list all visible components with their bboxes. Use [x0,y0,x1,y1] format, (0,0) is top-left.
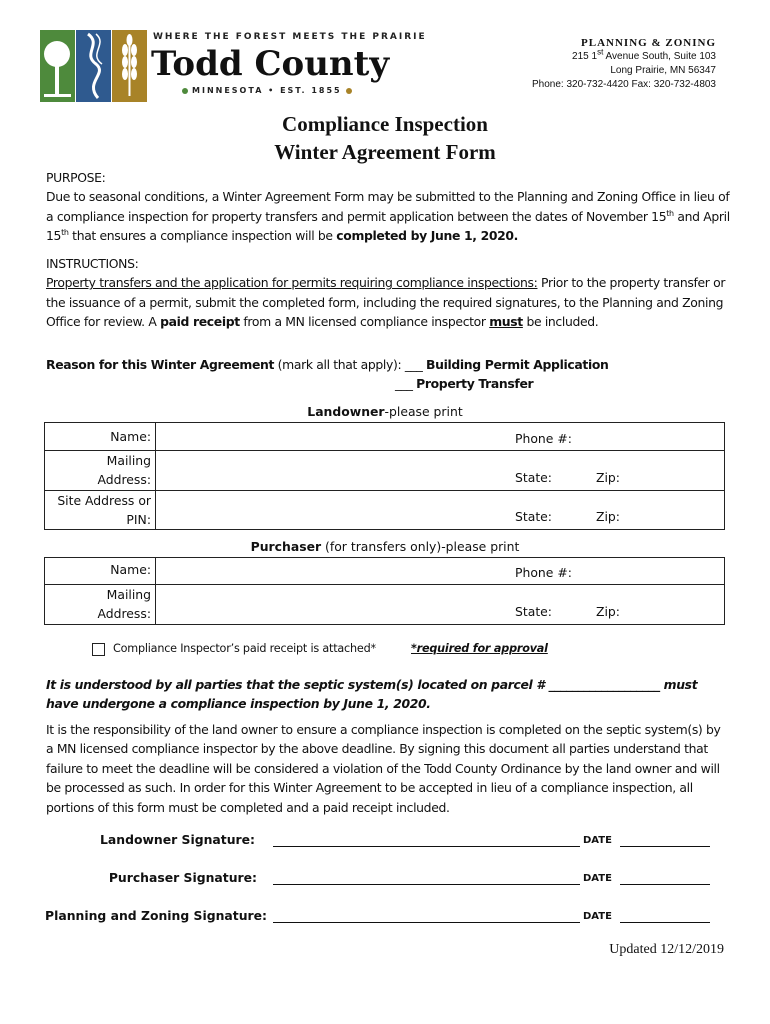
landowner-name-row [45,423,725,451]
reason-blank-transfer[interactable]: ___ [395,376,413,392]
landowner-name-label: Name: [45,423,156,451]
tree-icon [40,30,75,102]
purchaser-phone-label: Phone #: [515,565,572,580]
form-title-line2: Winter Agreement Form [274,140,496,164]
purchaser-date-line[interactable] [620,884,710,885]
purpose-section [46,168,730,246]
purchaser-signature-line[interactable] [273,884,580,885]
landowner-site-state-label: State: [515,509,552,524]
office-address-line1: 215 1st Avenue South, Suite 103 [572,47,716,62]
logo-state-est [178,86,356,95]
purchaser-mailing-field[interactable] [156,585,725,625]
landowner-site-row [45,491,725,530]
purchaser-signature-label: Purchaser Signature: [108,870,257,885]
purchaser-name-row [45,558,725,585]
purchaser-heading: Purchaser (for transfers only)-please print [250,539,520,554]
purchaser-zip-label: Zip: [596,604,620,619]
landowner-signature-line[interactable] [273,846,580,847]
department-name: PLANNING & ZONING [581,37,716,49]
landowner-name-field[interactable] [156,423,725,451]
landowner-mailing-label: Mailing Address: [45,451,156,491]
landowner-state-label: State: [515,470,552,485]
landowner-table [44,422,725,530]
landowner-mailing-field[interactable] [156,451,725,491]
planning-zoning-signature-line[interactable] [273,922,580,923]
reason-option-building-permit: Building Permit Application [426,357,609,372]
landowner-mailing-row [45,451,725,491]
reason-option-property-transfer: Property Transfer [416,376,534,392]
purchaser-mailing-label: Mailing Address: [45,585,156,625]
planning-zoning-date-line[interactable] [620,922,710,923]
understood-statement: It is understood by all parties that the septic system(s) located on parcel # ___________________ must have undergone a compliance inspection by June 1, 2020. [46,677,698,712]
instructions-section [46,254,730,332]
logo-state-est-text: MINNESOTA • EST. 1855 [192,86,342,95]
required-note: *required for approval [411,642,548,655]
responsibility-paragraph: It is the responsibility of the land owner to ensure a compliance inspection is completed on the septic system(s) by a MN licensed compliance inspector by the above deadline. By signing this document all parties understand that failure to meet the deadline will be considered a violation of the Todd County Ordinance by the land owner and will be processed as such. In order for this Winter Agreement to be accepted in lieu of a compliance inspection, all portions of this form must be completed and a paid receipt included. [46,722,721,815]
reason-line1: Reason for this Winter Agreement (mark all that apply): ___ Building Permit Application [46,357,609,372]
landowner-site-zip-label: Zip: [596,509,620,524]
landowner-site-label: Site Address or PIN: [45,491,156,530]
river-icon [76,30,111,102]
purchaser-table [44,557,725,625]
todd-county-logo [40,28,427,102]
reason-blank-building[interactable]: ___ [404,357,423,372]
reason-line2 [46,374,730,393]
purchaser-name-label: Name: [45,558,156,585]
signature-row-purchaser [40,868,730,888]
office-contact-block [532,36,716,92]
office-address-line2: Long Prairie, MN 56347 [610,65,716,76]
planning-zoning-signature-label: Planning and Zoning Signature: [45,908,267,923]
parcel-number-blank[interactable]: ___________________ [548,677,660,692]
purchaser-date-label: DATE [583,873,612,884]
landowner-date-line[interactable] [620,846,710,847]
office-phone-fax: Phone: 320-732-4420 Fax: 320-732-4803 [531,79,716,90]
purchaser-name-field[interactable] [156,558,725,585]
receipt-checkbox[interactable] [92,643,105,656]
updated-date: Updated 12/12/2019 [609,942,724,957]
form-title-line1: Compliance Inspection [282,112,488,136]
landowner-heading: Landowner-please print [307,404,463,419]
form-title [0,110,770,166]
logo-tagline: WHERE THE FOREST MEETS THE PRAIRIE [153,32,427,42]
logo-county-name: Todd County [151,44,390,84]
wheat-icon [112,30,147,102]
signature-block [40,830,730,940]
purchaser-state-label: State: [515,604,552,619]
instructions-heading: INSTRUCTIONS: [46,256,139,271]
landowner-site-field[interactable] [156,491,725,530]
landowner-date-label: DATE [583,835,612,846]
instructions-text: Property transfers and the application for permits requiring compliance inspections: Prior to the property transfer or the issuance of a permit, submit the completed form, including the required signatures, to the Planning and Zoning Office for review. A paid receipt from a MN licensed compliance inspector must be included. [46,275,726,330]
purchaser-mailing-row [45,585,725,625]
signature-row-planning-zoning [40,906,730,926]
landowner-zip-label: Zip: [596,470,620,485]
landowner-phone-label: Phone #: [515,431,572,446]
planning-zoning-date-label: DATE [583,911,612,922]
reason-section [46,355,730,394]
purpose-heading: PURPOSE: [46,170,106,185]
signature-row-landowner [40,830,730,850]
purpose-text: Due to seasonal conditions, a Winter Agreement Form may be submitted to the Planning and Zoning Office in lieu of a compliance inspection for property transfers and permit application between the dates of November 15th and April 15th that ensures a compliance inspection will be completed by June 1, 2020. [46,189,730,244]
receipt-checkbox-label: Compliance Inspector’s paid receipt is attached* [113,642,376,655]
landowner-signature-label: Landowner Signature: [100,832,255,847]
